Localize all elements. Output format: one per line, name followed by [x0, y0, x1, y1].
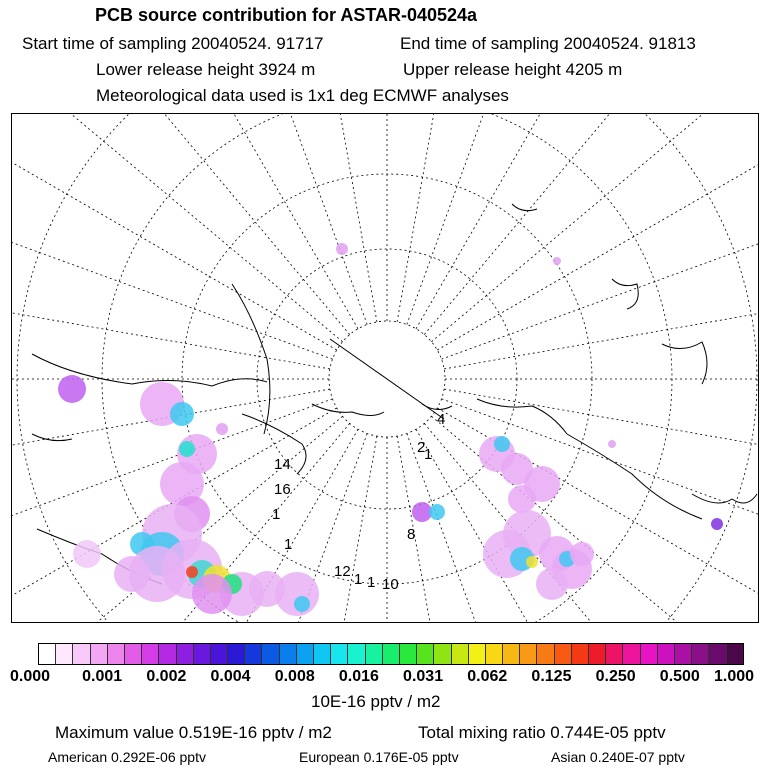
plume-blob	[186, 566, 198, 578]
meridian-line	[407, 114, 627, 324]
color-scale-cell	[572, 644, 589, 664]
trajectory-label: 1	[272, 506, 281, 523]
plume-blob	[170, 402, 194, 426]
coastlines	[32, 204, 757, 584]
color-scale-cell	[400, 644, 417, 664]
unit-label: 10E-16 pptv / m2	[311, 692, 441, 711]
plume-blob	[216, 423, 228, 435]
trajectory-label: 12	[334, 563, 351, 580]
meridian-line	[424, 423, 758, 622]
color-scale-cell	[641, 644, 658, 664]
color-scale-tick-label: 0.250	[595, 668, 636, 685]
meridian-line	[442, 399, 758, 619]
meridian-line	[12, 114, 343, 342]
color-scale-cell	[108, 644, 125, 664]
color-scale-tick-label: 0.001	[82, 668, 123, 685]
color-scale-cell	[39, 644, 56, 664]
lower-release-label: Lower release height 3924 m	[96, 60, 316, 79]
meridian-line	[437, 114, 758, 350]
color-scale-tick-label: 0.000	[9, 668, 51, 685]
color-scale-tick-label: 0.500	[659, 668, 700, 685]
polar-map	[12, 114, 758, 622]
color-scale-cell	[589, 644, 606, 664]
trajectory-label: 2	[417, 439, 426, 456]
color-scale-cell	[555, 644, 572, 664]
color-scale-tick-label: 0.004	[210, 668, 251, 685]
color-scale-cell	[658, 644, 675, 664]
color-scale-tick-label: 0.125	[531, 668, 572, 685]
meridian-line	[437, 408, 758, 622]
color-scale-cell	[194, 644, 211, 664]
color-scale-cell	[623, 644, 640, 664]
pcb-plume	[58, 243, 723, 616]
total-mixing-ratio-label: Total mixing ratio 0.744E-05 pptv	[418, 723, 666, 742]
end-time-label: End time of sampling 20040524. 91813	[400, 34, 696, 53]
meridian-line	[12, 140, 332, 360]
color-scale-cell	[520, 644, 537, 664]
meridian-line	[416, 114, 737, 329]
meteorology-label: Meteorological data used is 1x1 deg ECMWF analyses	[96, 86, 509, 105]
map-title: PCB source contribution for ASTAR-040524a	[95, 5, 478, 25]
color-scale-cell	[245, 644, 262, 664]
color-scale-cell	[486, 644, 503, 664]
color-scale-cell	[606, 644, 623, 664]
color-scale-cell	[417, 644, 434, 664]
plume-blob	[192, 574, 232, 614]
color-scale-cell	[348, 644, 365, 664]
color-scale-cell	[727, 644, 743, 664]
color-scale-cell	[262, 644, 279, 664]
plume-blob	[608, 440, 616, 448]
trajectory-label: 1	[424, 446, 433, 463]
color-scale-tick-label: 0.062	[467, 668, 508, 685]
meridian-line	[148, 114, 368, 324]
european-contribution-label: European 0.176E-05 pptv	[299, 749, 459, 765]
plume-blob	[570, 542, 594, 566]
max-value-label: Maximum value 0.519E-16 pptv / m2	[55, 723, 332, 742]
plume-blob	[73, 540, 101, 568]
meridian-line	[12, 114, 337, 350]
meridian-line	[444, 257, 758, 368]
plume-blob	[536, 568, 568, 600]
plume-blob	[179, 441, 195, 457]
meridian-line	[442, 140, 758, 360]
polar-map-panel	[11, 113, 759, 623]
plume-blob	[711, 518, 723, 530]
graticule	[12, 114, 758, 622]
meridians	[12, 114, 758, 622]
upper-release-label: Upper release height 4205 m	[403, 60, 623, 79]
trajectory-label: 10	[382, 576, 399, 593]
color-scale-cell	[675, 644, 692, 664]
trajectory-labels	[272, 411, 445, 593]
color-scale-cell	[383, 644, 400, 664]
color-scale-tick-label: 1.000	[713, 668, 755, 685]
plume-blob	[114, 556, 150, 592]
plume-blob	[494, 436, 510, 452]
color-scale-cell	[692, 644, 709, 664]
meridian-line	[12, 114, 350, 335]
plume-blob	[336, 243, 348, 255]
color-scale-tick-label: 0.008	[274, 668, 315, 685]
color-scale-cell	[56, 644, 73, 664]
trajectory-label: 4	[437, 411, 446, 428]
color-scale-cell	[366, 644, 383, 664]
plume-blob	[58, 375, 86, 403]
color-scale-cell	[331, 644, 348, 664]
color-scale-cell	[211, 644, 228, 664]
meridian-line	[12, 257, 330, 368]
trajectory-label: 16	[274, 481, 291, 498]
color-scale-cell	[469, 644, 486, 664]
color-scale-cell	[280, 644, 297, 664]
color-scale-cell	[434, 644, 451, 664]
color-scale-cell	[314, 644, 331, 664]
trajectory-label: 1	[367, 574, 376, 591]
trajectory-label: 14	[274, 456, 291, 473]
color-scale-cell	[91, 644, 108, 664]
meridian-line	[397, 114, 508, 322]
asian-contribution-label: Asian 0.240E-07 pptv	[551, 749, 685, 765]
plume-blob	[294, 596, 310, 612]
trajectory-label: 8	[407, 526, 416, 543]
color-scale-tick-label: 0.016	[338, 668, 379, 685]
color-scale-cell	[537, 644, 554, 664]
color-scale-cell	[709, 644, 726, 664]
meridian-line	[431, 114, 758, 342]
trajectory-label: 1	[284, 536, 293, 553]
meridian-line	[265, 114, 376, 322]
color-scale-cell	[73, 644, 90, 664]
color-scale-bar	[38, 643, 744, 665]
plume-blob	[429, 504, 445, 520]
color-scale-cell	[452, 644, 469, 664]
color-scale-tick-label: 0.031	[403, 668, 444, 685]
color-scale-cell	[177, 644, 194, 664]
color-scale-cell	[297, 644, 314, 664]
plume-blob	[508, 485, 536, 513]
color-scale-cell	[159, 644, 176, 664]
color-scale-cell	[228, 644, 245, 664]
plume-blob	[553, 257, 561, 265]
color-scale-cell	[142, 644, 159, 664]
plume-blob	[526, 556, 538, 568]
trajectory-label: 1	[354, 571, 363, 588]
color-scale-tick-label: 0.002	[146, 668, 187, 685]
start-time-label: Start time of sampling 20040524. 91717	[22, 34, 324, 53]
meridian-line	[424, 114, 758, 335]
american-contribution-label: American 0.292E-06 pptv	[48, 749, 206, 765]
meridian-line	[37, 114, 358, 329]
color-scale-cell	[503, 644, 520, 664]
color-scale-cell	[125, 644, 142, 664]
